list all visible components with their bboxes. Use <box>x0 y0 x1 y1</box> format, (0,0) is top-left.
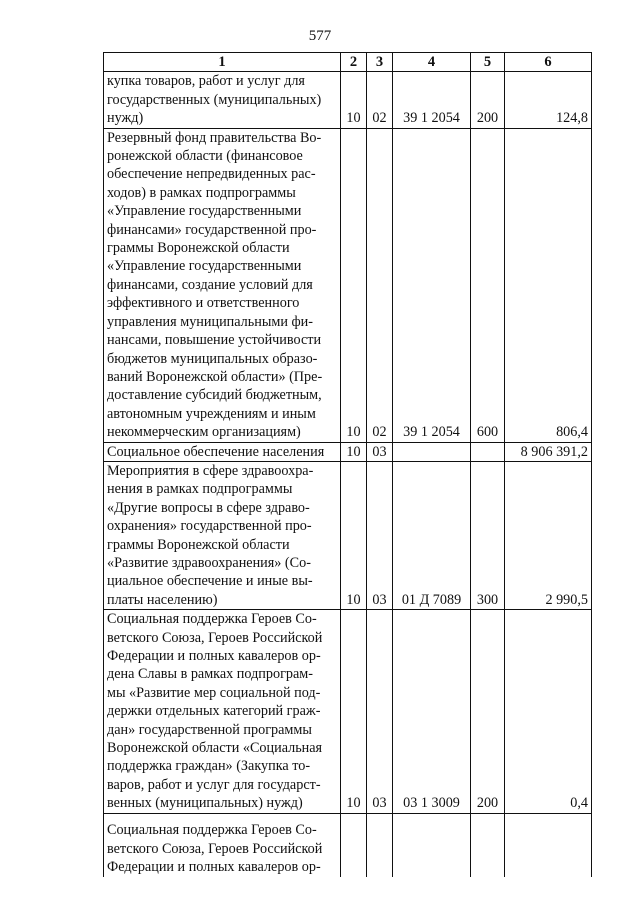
row-amount: 2 990,5 <box>505 461 592 609</box>
row-section <box>341 813 367 877</box>
column-header-amount: 6 <box>505 53 592 72</box>
column-header-target-article: 4 <box>393 53 471 72</box>
row-expense-type: 600 <box>471 128 505 442</box>
table-row <box>104 813 592 877</box>
row-amount: 124,8 <box>505 72 592 128</box>
row-target-article: 03 1 3009 <box>393 610 471 813</box>
row-section: 10 <box>341 128 367 442</box>
row-subsection: 02 <box>367 128 393 442</box>
row-target-article: 39 1 2054 <box>393 72 471 128</box>
row-name: Социальная поддержка Героев Со- ветского Союза, Героев Российской Федерации и полных кавалеров ор- <box>104 813 341 877</box>
row-expense-type: 200 <box>471 610 505 813</box>
row-expense-type: 300 <box>471 461 505 609</box>
row-amount: 806,4 <box>505 128 592 442</box>
row-target-article <box>393 813 471 877</box>
budget-table <box>103 52 592 877</box>
row-expense-type <box>471 813 505 877</box>
row-subsection <box>367 813 393 877</box>
row-subsection: 03 <box>367 442 393 461</box>
row-expense-type <box>471 442 505 461</box>
row-name: Мероприятия в сфере здравоохра- нения в рамках подпрограммы «Другие вопросы в сфере здраво- охранения» государственной про- граммы Воронежской области «Развитие здравоохранения» (Со- циальное обеспечение и иные вы- платы населению) <box>104 461 341 609</box>
page-number: 577 <box>308 28 332 44</box>
row-name: Социальная поддержка Героев Со- ветского Союза, Героев Российской Федерации и полных кавалеров ор- дена Славы в рамках подпрограм- мы «Развитие мер социальной под- держки отдельных категорий граж- дан» государственной программы Воронежской области «Социальная поддержка граждан» (Закупка то- варов, работ и услуг для государст- венных (муниципальных) нужд) <box>104 610 341 813</box>
table-row <box>104 442 592 461</box>
row-expense-type: 200 <box>471 72 505 128</box>
row-target-article: 01 Д 7089 <box>393 461 471 609</box>
row-subsection: 02 <box>367 72 393 128</box>
row-name: Социальное обеспечение населения <box>104 442 341 461</box>
row-subsection: 03 <box>367 610 393 813</box>
row-name: купка товаров, работ и услуг для государственных (муниципальных) нужд) <box>104 72 341 128</box>
table-row <box>104 72 592 128</box>
column-header-subsection: 3 <box>367 53 393 72</box>
row-amount: 0,4 <box>505 610 592 813</box>
column-header-name: 1 <box>104 53 341 72</box>
row-target-article: 39 1 2054 <box>393 128 471 442</box>
column-header-expense-type: 5 <box>471 53 505 72</box>
table-header-row <box>104 53 592 72</box>
row-section: 10 <box>341 442 367 461</box>
row-section: 10 <box>341 72 367 128</box>
row-section: 10 <box>341 461 367 609</box>
row-subsection: 03 <box>367 461 393 609</box>
row-section: 10 <box>341 610 367 813</box>
table-row <box>104 128 592 442</box>
table-row <box>104 461 592 609</box>
row-amount <box>505 813 592 877</box>
column-header-section: 2 <box>341 53 367 72</box>
row-target-article <box>393 442 471 461</box>
row-name: Резервный фонд правительства Во- ронежской области (финансовое обеспечение непредвиденных рас- ходов) в рамках подпрограммы «Управление государственными финансами» государственной про- граммы Воронежской области «Управление государственными финансами, создание условий для эффективного и ответственного управления муниципальными фи- нансами, повышение устойчивости бюджетов муниципальных образо- ваний Воронежской области» (Пре- доставление субсидий бюджетным, автономным учреждениям и иным некоммерческим организациям) <box>104 128 341 442</box>
row-amount: 8 906 391,2 <box>505 442 592 461</box>
table-row <box>104 610 592 813</box>
